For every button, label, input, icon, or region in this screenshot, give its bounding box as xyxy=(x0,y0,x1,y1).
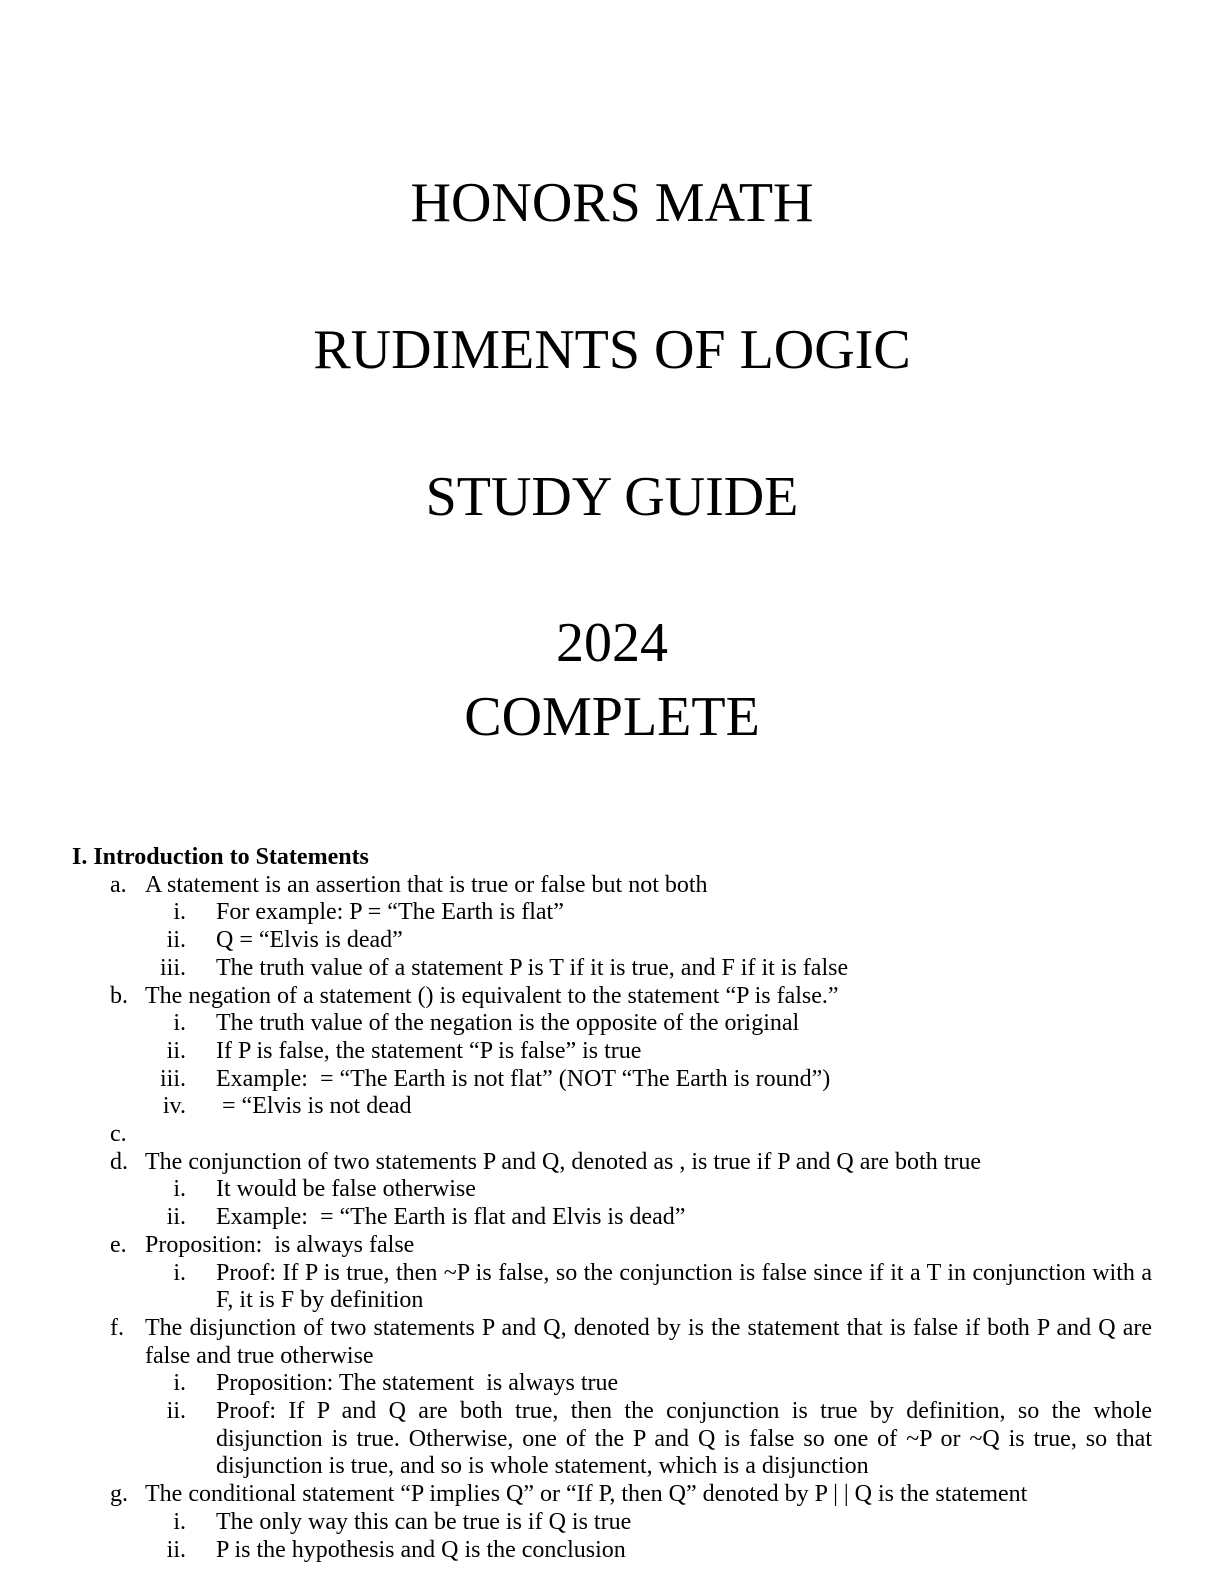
list-item-text: The truth value of a statement P is T if it is true, and F if it is false xyxy=(216,954,849,981)
list-item-text: Proposition: The statement is always true xyxy=(216,1370,619,1397)
list-item-marker: a. xyxy=(110,871,127,898)
list-item-marker: ii. xyxy=(166,1204,186,1231)
section-heading: I. Introduction to Statements xyxy=(72,844,369,870)
list-item xyxy=(72,1010,1152,1038)
list-item xyxy=(72,1204,1152,1232)
list-item xyxy=(72,1232,1152,1260)
list-item-marker: ii. xyxy=(166,1398,186,1425)
list-item-marker: i. xyxy=(173,1176,186,1203)
list-item xyxy=(72,1176,1152,1204)
list-item xyxy=(72,1537,1152,1565)
title-line-doctype: STUDY GUIDE xyxy=(425,466,799,528)
list-item xyxy=(72,1066,1152,1094)
list-item-marker: iii. xyxy=(159,954,186,981)
list-item-text: The negation of a statement () is equivalent to the statement “P is false.” xyxy=(145,982,839,1009)
list-item-marker: g. xyxy=(110,1481,128,1508)
list-item-marker: b. xyxy=(110,982,128,1009)
list-item-text: Proposition: is always false xyxy=(145,1231,415,1258)
list-item-text: A statement is an assertion that is true or false but not both xyxy=(145,871,708,898)
list-item xyxy=(72,1260,1152,1315)
list-item-marker: c. xyxy=(110,1121,127,1148)
list-item xyxy=(72,1038,1152,1066)
list-item-text: The disjunction of two statements P and Q, denoted by is the statement that is false if both P and Q are false and true otherwise xyxy=(145,1314,1152,1369)
list-item-text: Example: = “The Earth is flat and Elvis is dead” xyxy=(216,1204,686,1231)
title-line-course: HONORS MATH xyxy=(410,172,814,234)
list-item-text: Proof: If P and Q are both true, then the conjunction is true by definition, so the whole disjunction is true. Otherwise, one of the P and Q is false so one of ~P or ~Q is true, so that disjunction is true, and so is whole statement, which is a disjunction xyxy=(216,1398,1152,1480)
list-item xyxy=(72,1149,1152,1177)
list-item xyxy=(72,1370,1152,1398)
list-item-marker: i. xyxy=(173,1508,186,1535)
list-item-marker: i. xyxy=(173,1010,186,1037)
list-item-text: The only way this can be true is if Q is true xyxy=(216,1508,632,1535)
list-item-marker: e. xyxy=(110,1231,127,1258)
list-item-marker: iii. xyxy=(159,1065,186,1092)
list-item xyxy=(72,1121,1152,1149)
list-item xyxy=(72,899,1152,927)
list-item-text: The conjunction of two statements P and Q, denoted as , is true if P and Q are both true xyxy=(145,1148,982,1175)
list-item-text: P is the hypothesis and Q is the conclusion xyxy=(216,1536,626,1563)
list-item-text: It would be false otherwise xyxy=(216,1176,476,1203)
list-item-text: The conditional statement “P implies Q” or “If P, then Q” denoted by P | | Q is the statement xyxy=(145,1481,1028,1508)
list-item-text: For example: P = “The Earth is flat” xyxy=(216,899,564,926)
list-item xyxy=(72,983,1152,1011)
list-item-marker: iv. xyxy=(162,1093,186,1120)
list-item-marker: i. xyxy=(173,1259,186,1286)
list-item-marker: f. xyxy=(110,1314,124,1341)
list-item-text: The truth value of the negation is the opposite of the original xyxy=(216,1010,800,1037)
list-item xyxy=(72,955,1152,983)
title-line-year: 2024 xyxy=(556,612,668,674)
list-item xyxy=(72,1509,1152,1537)
list-item-text: Proof: If P is true, then ~P is false, so the conjunction is false since if it a T in conjunction with a F, it is F by definition xyxy=(216,1259,1152,1314)
list-item-marker: i. xyxy=(173,1370,186,1397)
list-item-text: Q = “Elvis is dead” xyxy=(216,927,403,954)
list-item xyxy=(72,1315,1152,1370)
list-item-marker: ii. xyxy=(166,1037,186,1064)
list-item xyxy=(72,1481,1152,1509)
list-item-marker: i. xyxy=(173,899,186,926)
list-item-text: Example: = “The Earth is not flat” (NOT “The Earth is round”) xyxy=(216,1065,831,1092)
title-line-status: COMPLETE xyxy=(464,686,760,748)
title-line-topic: RUDIMENTS OF LOGIC xyxy=(313,319,911,381)
list-item-text: If P is false, the statement “P is false” is true xyxy=(216,1037,642,1064)
list-item-marker: ii. xyxy=(166,927,186,954)
list-item-text: = “Elvis is not dead xyxy=(216,1093,412,1120)
outline-section xyxy=(72,844,1152,1564)
list-item xyxy=(72,1398,1152,1481)
list-item xyxy=(72,1093,1152,1121)
list-item-marker: d. xyxy=(110,1148,128,1175)
outline-list xyxy=(72,872,1152,1565)
list-item xyxy=(72,927,1152,955)
list-item-marker: ii. xyxy=(166,1536,186,1563)
list-item xyxy=(72,872,1152,900)
